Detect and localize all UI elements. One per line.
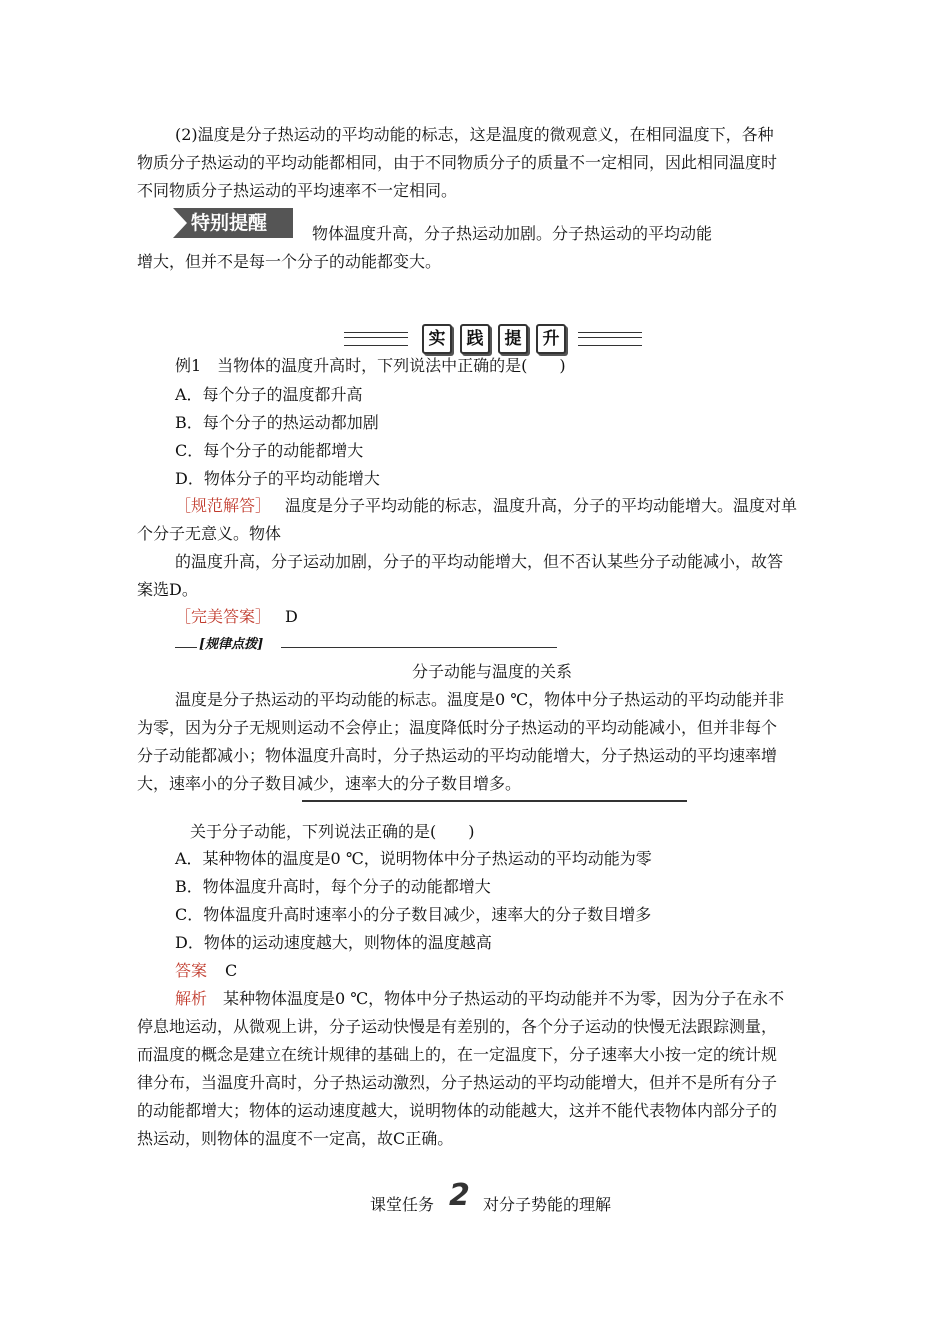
example1-answer: ［完美答案］ D bbox=[175, 607, 298, 626]
exercise-answer: 答案 C bbox=[175, 961, 238, 980]
para2-line3: 不同物质分子热运动的平均速率不一定相同。 bbox=[137, 181, 458, 200]
exercise-analysis-line6: 热运动，则物体的温度不一定高，故C正确。 bbox=[137, 1129, 454, 1148]
header-char-1: 实 bbox=[422, 324, 452, 354]
exercise-question: 关于分子动能，下列说法正确的是( ) bbox=[190, 822, 475, 841]
rule-tip-title: 分子动能与温度的关系 bbox=[412, 662, 573, 681]
exercise-option-a: A．某种物体的温度是0 ℃，说明物体中分子热运动的平均动能为零 bbox=[175, 849, 652, 868]
header-char-2: 践 bbox=[460, 324, 490, 354]
example1-question: 例1 当物体的温度升高时，下列说法中正确的是( ) bbox=[175, 356, 566, 375]
example1-solution-line3: 的温度升高，分子运动加剧，分子的平均动能增大，但不否认某些分子动能减小，故答 bbox=[175, 552, 784, 571]
exercise-answer-label: 答案 bbox=[175, 961, 208, 980]
answer-label: ［完美答案］ bbox=[175, 607, 272, 626]
rule-tip-line3: 分子动能都减小；物体温度升高时，分子热运动的平均动能增大，分子热运动的平均速率增 bbox=[137, 746, 778, 765]
header-rule-left bbox=[344, 332, 408, 346]
task2-number: 2 bbox=[449, 1178, 470, 1213]
practice-header bbox=[344, 322, 644, 354]
exercise-option-d: D．物体的运动速度越大，则物体的温度越高 bbox=[175, 933, 492, 952]
example1-solution-line1: ［规范解答］ 温度是分子平均动能的标志，温度升高，分子的平均动能增大。温度对单 bbox=[175, 496, 798, 515]
exercise-analysis-line1: 解析 某种物体温度是0 ℃，物体中分子热运动的平均动能并不为零，因为分子在永不 bbox=[175, 989, 785, 1008]
header-char-3: 提 bbox=[498, 324, 528, 354]
exercise-option-b: B．物体温度升高时，每个分子的动能都增大 bbox=[175, 877, 491, 896]
header-char-4: 升 bbox=[536, 324, 566, 354]
exercise-analysis-label: 解析 bbox=[175, 989, 208, 1008]
special-note-line2: 增大，但并不是每一个分子的动能都变大。 bbox=[137, 252, 442, 271]
task2-prefix: 课堂任务 bbox=[370, 1195, 435, 1214]
rule-tip-label: [规律点拨] bbox=[199, 637, 264, 652]
exercise-analysis-line4: 律分布，当温度升高时，分子热运动激烈，分子热运动的平均动能增大，但并不是所有分子 bbox=[137, 1073, 778, 1092]
exercise-option-c: C．物体温度升高时速率小的分子数目减少，速率大的分子数目增多 bbox=[175, 905, 652, 924]
special-note-line1: 物体温度升高，分子热运动加剧。分子热运动的平均动能 bbox=[312, 224, 713, 243]
rule-tip-line2: 为零，因为分子无规则运动不会停止；温度降低时分子热运动的平均动能减小，但并非每个 bbox=[137, 718, 778, 737]
arrow-icon bbox=[173, 208, 187, 238]
example1-option-c: C．每个分子的动能都增大 bbox=[175, 441, 364, 460]
task2-title: 对分子势能的理解 bbox=[483, 1195, 612, 1214]
special-note-badge bbox=[173, 208, 293, 238]
example1-option-d: D．物体分子的平均动能增大 bbox=[175, 469, 380, 488]
header-rule-right bbox=[578, 332, 642, 346]
task2-number-badge bbox=[449, 1180, 471, 1212]
para2-line2: 物质分子热运动的平均动能都相同，由于不同物质分子的质量不一定相同，因此相同温度时 bbox=[137, 153, 778, 172]
rule-tip-line1: 温度是分子热运动的平均动能的标志。温度是0 ℃，物体中分子热运动的平均动能并非 bbox=[175, 690, 785, 709]
special-note-label: 特别提醒 bbox=[191, 212, 268, 234]
para2-line1: (2)温度是分子热运动的平均动能的标志，这是温度的微观意义，在相同温度下，各种 bbox=[175, 125, 774, 144]
divider bbox=[302, 800, 687, 802]
solution-label: ［规范解答］ bbox=[175, 496, 272, 515]
example1-solution-line2: 个分子无意义。物体 bbox=[137, 524, 282, 543]
example1-option-a: A．每个分子的温度都升高 bbox=[175, 385, 363, 404]
exercise-analysis-line2: 停息地运动，从微观上讲，分子运动快慢是有差别的，各个分子运动的快慢无法跟踪测量， bbox=[137, 1017, 778, 1036]
rule-tip-line4: 大，速率小的分子数目减少，速率大的分子数目增多。 bbox=[137, 774, 522, 793]
exercise-analysis-line5: 的动能都增大；物体的运动速度越大，说明物体的动能越大，这并不能代表物体内部分子的 bbox=[137, 1101, 778, 1120]
rule-tip-header bbox=[175, 637, 557, 651]
example1-option-b: B．每个分子的热运动都加剧 bbox=[175, 413, 379, 432]
exercise-analysis-line3: 而温度的概念是建立在统计规律的基础上的，在一定温度下，分子速率大小按一定的统计规 bbox=[137, 1045, 778, 1064]
example1-solution-line4: 案选D。 bbox=[137, 580, 198, 599]
